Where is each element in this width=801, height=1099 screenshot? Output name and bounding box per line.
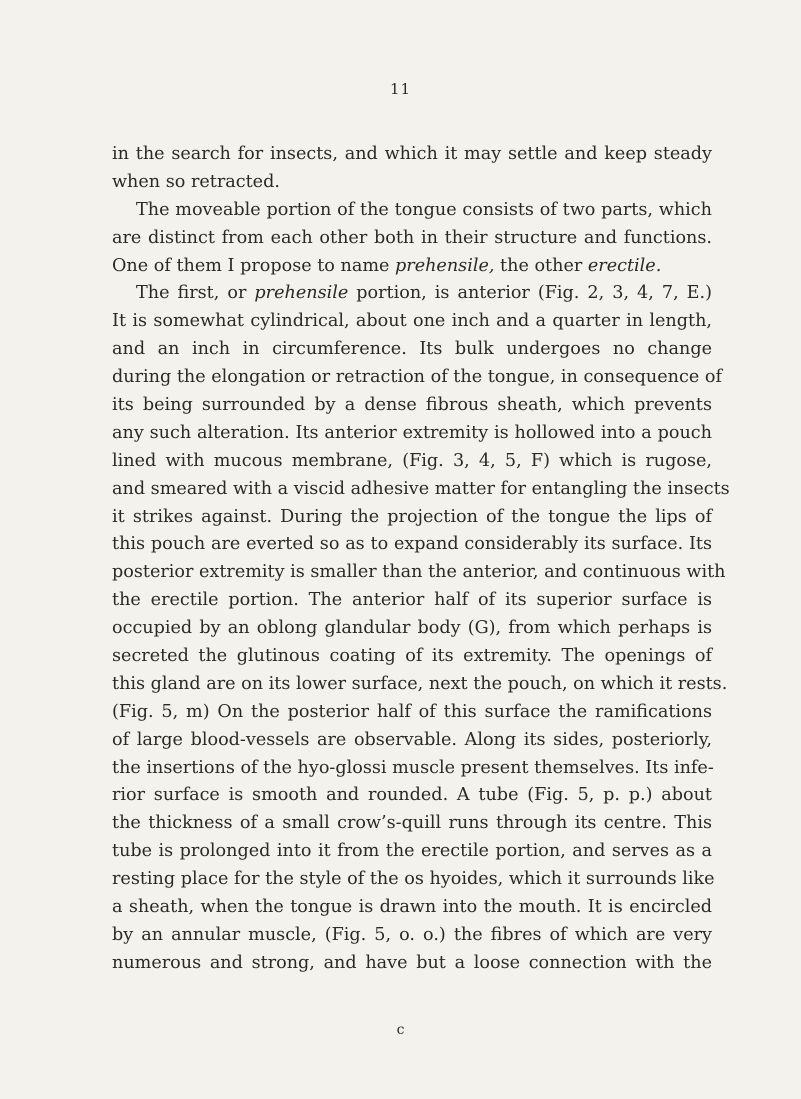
text-line: and an inch in circumference. Its bulk undergoes no change <box>112 339 712 360</box>
text-line: tube is prolonged into it from the erectile portion, and serves as a <box>112 841 712 862</box>
italic-term: prehensile <box>254 283 349 304</box>
text-run: the other <box>494 255 588 276</box>
text-line: posterior extremity is smaller than the anterior, and continuous with <box>112 562 726 583</box>
text-run: portion, is anterior (Fig. 2, 3, 4, 7, E.) <box>348 283 712 304</box>
text-line: in the search for insects, and which it may settle and keep steady <box>112 144 712 164</box>
text-line: by an annular muscle, (Fig. 5, o. o.) the fibres of which are very <box>112 924 712 945</box>
italic-term: prehensile, <box>395 255 495 276</box>
text-line: any such alteration. Its anterior extremity is hollowed into a pouch <box>112 422 712 443</box>
text-line: the insertions of the hyo-glossi muscle present themselves. Its infe- <box>112 757 714 778</box>
text-line: when so retracted. <box>112 171 280 192</box>
italic-term: erectile. <box>587 255 662 276</box>
text-line <box>112 280 712 308</box>
text-line: secreted the glutinous coating of its extremity. The openings of <box>112 646 712 667</box>
text-line: its being surrounded by a dense fibrous sheath, which prevents <box>112 395 712 416</box>
text-line: the thickness of a small crow’s-quill runs through its centre. This <box>112 813 712 834</box>
signature-mark: c <box>396 1022 405 1038</box>
text-line: It is somewhat cylindrical, about one inch and a quarter in length, <box>112 311 712 332</box>
text-line: (Fig. 5, m) On the posterior half of this surface the ramifications <box>112 701 712 722</box>
text-line: this gland are on its lower surface, next the pouch, on which it rests. <box>112 673 728 694</box>
text-line: during the elongation or retraction of the tongue, in consequence of <box>112 367 722 388</box>
text-line: lined with mucous membrane, (Fig. 3, 4, 5, F) which is rugose, <box>112 450 712 471</box>
page-number: 11 <box>389 80 412 98</box>
text-run: The first, or <box>136 283 255 304</box>
text-line: this pouch are everted so as to expand considerably its surface. Its <box>112 534 712 555</box>
body-text <box>112 141 730 978</box>
text-line: a sheath, when the tongue is drawn into the mouth. It is encircled <box>112 897 712 918</box>
text-line: The moveable portion of the tongue consists of two parts, which <box>136 199 712 220</box>
text-line: occupied by an oblong glandular body (G), from which perhaps is <box>112 618 712 639</box>
text-line: resting place for the style of the os hyoides, which it surrounds like <box>112 869 715 890</box>
text-line: are distinct from each other both in their structure and functions. <box>112 227 712 248</box>
text-line: of large blood-vessels are observable. Along its sides, posteriorly, <box>112 729 712 750</box>
text-line: it strikes against. During the projection of the tongue the lips of <box>112 506 712 527</box>
text-line: rior surface is smooth and rounded. A tube (Fig. 5, p. p.) about <box>112 785 712 806</box>
text-run: One of them I propose to name <box>112 255 396 276</box>
text-line: the erectile portion. The anterior half of its superior surface is <box>112 590 712 611</box>
text-line: numerous and strong, and have but a loose connection with the <box>112 952 712 973</box>
text-line: and smeared with a viscid adhesive matter for entangling the insects <box>112 478 730 499</box>
text-line <box>112 253 712 281</box>
